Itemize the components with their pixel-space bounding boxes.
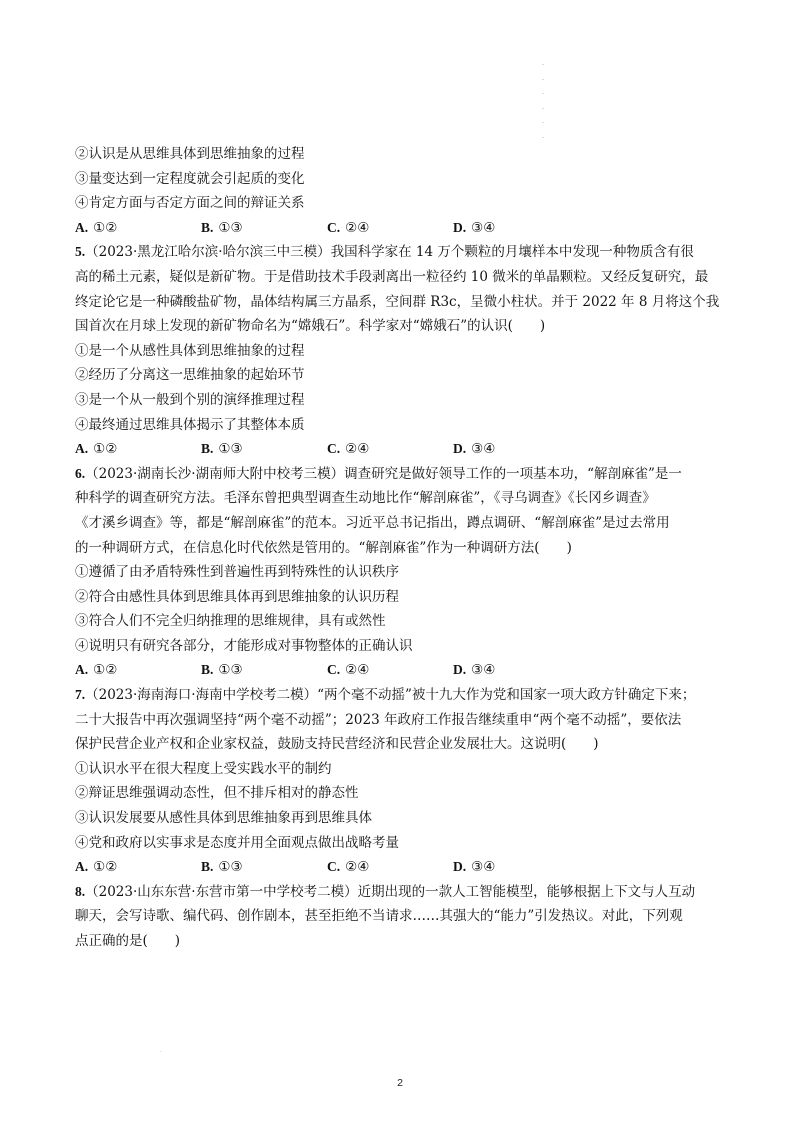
margin-dot: . xyxy=(542,103,544,111)
choice-item: ③符合人们不完全归纳推理的思维规律，具有或然性 xyxy=(75,613,386,630)
option-b[interactable]: B. ①③ xyxy=(201,219,243,236)
option-c[interactable]: C. ②④ xyxy=(327,662,370,679)
question-stem-line: 点正确的是( ) xyxy=(75,933,181,949)
question-stem-line: 终定论它是一种磷酸盐矿物，晶体结构属三方晶系，空间群 R3c，呈微小柱状。并于 2022 年 8 月将这个我 xyxy=(75,293,720,310)
choice-item: ②认识是从思维具体到思维抽象的过程 xyxy=(75,146,305,162)
question-8 xyxy=(75,880,725,954)
choice-item: ④肯定方面与否定方面之间的辩证关系 xyxy=(75,195,305,212)
margin-dot: . xyxy=(542,60,544,67)
option-d[interactable]: D. ③④ xyxy=(453,441,496,458)
question-number: 5. xyxy=(75,244,86,260)
choice-item: ④说明只有研究各部分，才能形成对事物整体的正确认识 xyxy=(75,637,413,654)
question-6 xyxy=(75,462,725,683)
question-number: 7. xyxy=(75,687,86,703)
option-d[interactable]: D. ③④ xyxy=(453,219,496,236)
question-stem-line: 种科学的调查研究方法。毛泽东曾把典型调查生动地比作“解剖麻雀”，《寻乌调查》《长冈乡调查》 xyxy=(75,490,656,507)
option-a[interactable]: A. ①② xyxy=(75,662,118,679)
question-stem-line: 5.（2023·黑龙江哈尔滨·哈尔滨三中三模）我国科学家在 14 万个颗粒的月壤样本中发现一种物质含有很 xyxy=(75,244,694,261)
option-a[interactable]: A. ①② xyxy=(75,859,118,876)
choice-item: ①遵循了由矛盾特殊性到普遍性再到特殊性的认识秩序 xyxy=(75,564,399,581)
option-c[interactable]: C. ②④ xyxy=(327,219,370,236)
choice-item: ①是一个从感性具体到思维抽象的过程 xyxy=(75,342,305,359)
answer-options xyxy=(75,437,725,462)
question-source: （2023·海南海口·海南中学校考二模） xyxy=(85,687,318,704)
choice-item: ④党和政府以实事求是态度并用全面观点做出战略考量 xyxy=(75,834,399,851)
answer-options xyxy=(75,855,725,880)
question-stem-line: 二十大报告中再次强调坚持“两个毫不动摇”；2023 年政府工作报告继续重申“两个毫不动摇”，要依法 xyxy=(75,711,682,728)
option-b[interactable]: B. ①③ xyxy=(201,441,243,458)
margin-dot: . xyxy=(542,74,544,82)
choice-item: ④最终通过思维具体揭示了其整体本质 xyxy=(75,416,305,433)
question-source: （2023·湖南长沙·湖南师大附中校考三模） xyxy=(85,465,345,482)
question-7 xyxy=(75,683,725,880)
margin-dot: . xyxy=(542,118,544,125)
question-stem-line: 《才溪乡调查》等，都是“解剖麻雀”的范本。习近平总书记指出，蹲点调研、“解剖麻雀”是过去常用 xyxy=(75,514,670,531)
question-stem-line: 保护民营企业产权和企业家权益，鼓励支持民营经济和民营企业发展壮大。这说明( ) xyxy=(75,736,599,753)
option-a[interactable]: A. ①② xyxy=(75,219,118,236)
option-d[interactable]: D. ③④ xyxy=(453,859,496,876)
answer-options xyxy=(75,216,725,241)
option-a[interactable]: A. ①② xyxy=(75,441,118,458)
question-stem-line: 高的稀土元素，疑似是新矿物。于是借助技术手段剥离出一粒径约 10 微米的单晶颗粒。又经反复研究，最 xyxy=(75,268,709,285)
choice-item: ②经历了分离这一思维抽象的起始环节 xyxy=(75,367,305,384)
option-c[interactable]: C. ②④ xyxy=(327,441,370,458)
question-4-continued xyxy=(75,142,725,240)
question-stem-line: 国首次在月球上发现的新矿物命名为“嫦娥石”。科学家对“嫦娥石”的认识( ) xyxy=(75,318,546,335)
question-5 xyxy=(75,240,725,461)
page-number: 2 xyxy=(397,1077,403,1089)
question-number: 8. xyxy=(75,883,86,899)
question-number: 6. xyxy=(75,465,86,481)
footer-dot: . xyxy=(160,1048,162,1054)
question-source: （2023·山东东营·东营市第一中学校考二模） xyxy=(85,883,358,900)
question-stem-line: 聊天，会写诗歌、编代码、创作剧本，甚至拒绝不当请求……其强大的“能力”引发热议。对此，下列观 xyxy=(75,908,683,925)
page-content xyxy=(75,142,725,954)
option-b[interactable]: B. ①③ xyxy=(201,662,243,679)
question-stem-line: 的一种调研方式，在信息化时代依然是管用的。“解剖麻雀”作为一种调研方法( ) xyxy=(75,539,572,556)
choice-item: ③认识发展要从感性具体到思维抽象再到思维具体 xyxy=(75,810,372,827)
option-d[interactable]: D. ③④ xyxy=(453,662,496,679)
question-stem-line: 7.（2023·海南海口·海南中学校考二模）“两个毫不动摇”被十九大作为党和国家一项大政方针确定下来； xyxy=(75,687,696,704)
question-stem-line: 8.（2023·山东东营·东营市第一中学校考二模）近期出现的一款人工智能模型，能够根据上下文与人互动 xyxy=(75,883,696,900)
option-c[interactable]: C. ②④ xyxy=(327,859,370,876)
margin-dot: . xyxy=(542,89,544,96)
option-b[interactable]: B. ①③ xyxy=(201,859,243,876)
choice-item: ③量变达到一定程度就会引起质的变化 xyxy=(75,170,305,187)
choice-item: ①认识水平在很大程度上受实践水平的制约 xyxy=(75,760,332,777)
choice-item: ②辩证思维强调动态性，但不排斥相对的静态性 xyxy=(75,785,359,802)
question-stem-line: 6.（2023·湖南长沙·湖南师大附中校考三模）调查研究是做好领导工作的一项基本功，“解剖麻雀”是一 xyxy=(75,465,682,482)
margin-dot: . xyxy=(542,132,544,140)
margin-dots xyxy=(541,57,545,144)
choice-item: ②符合由感性具体到思维具体再到思维抽象的认识历程 xyxy=(75,588,399,605)
choice-item: ③是一个从一般到个别的演绎推理过程 xyxy=(75,391,305,408)
answer-options xyxy=(75,658,725,683)
question-source: （2023·黑龙江哈尔滨·哈尔滨三中三模） xyxy=(85,244,331,261)
